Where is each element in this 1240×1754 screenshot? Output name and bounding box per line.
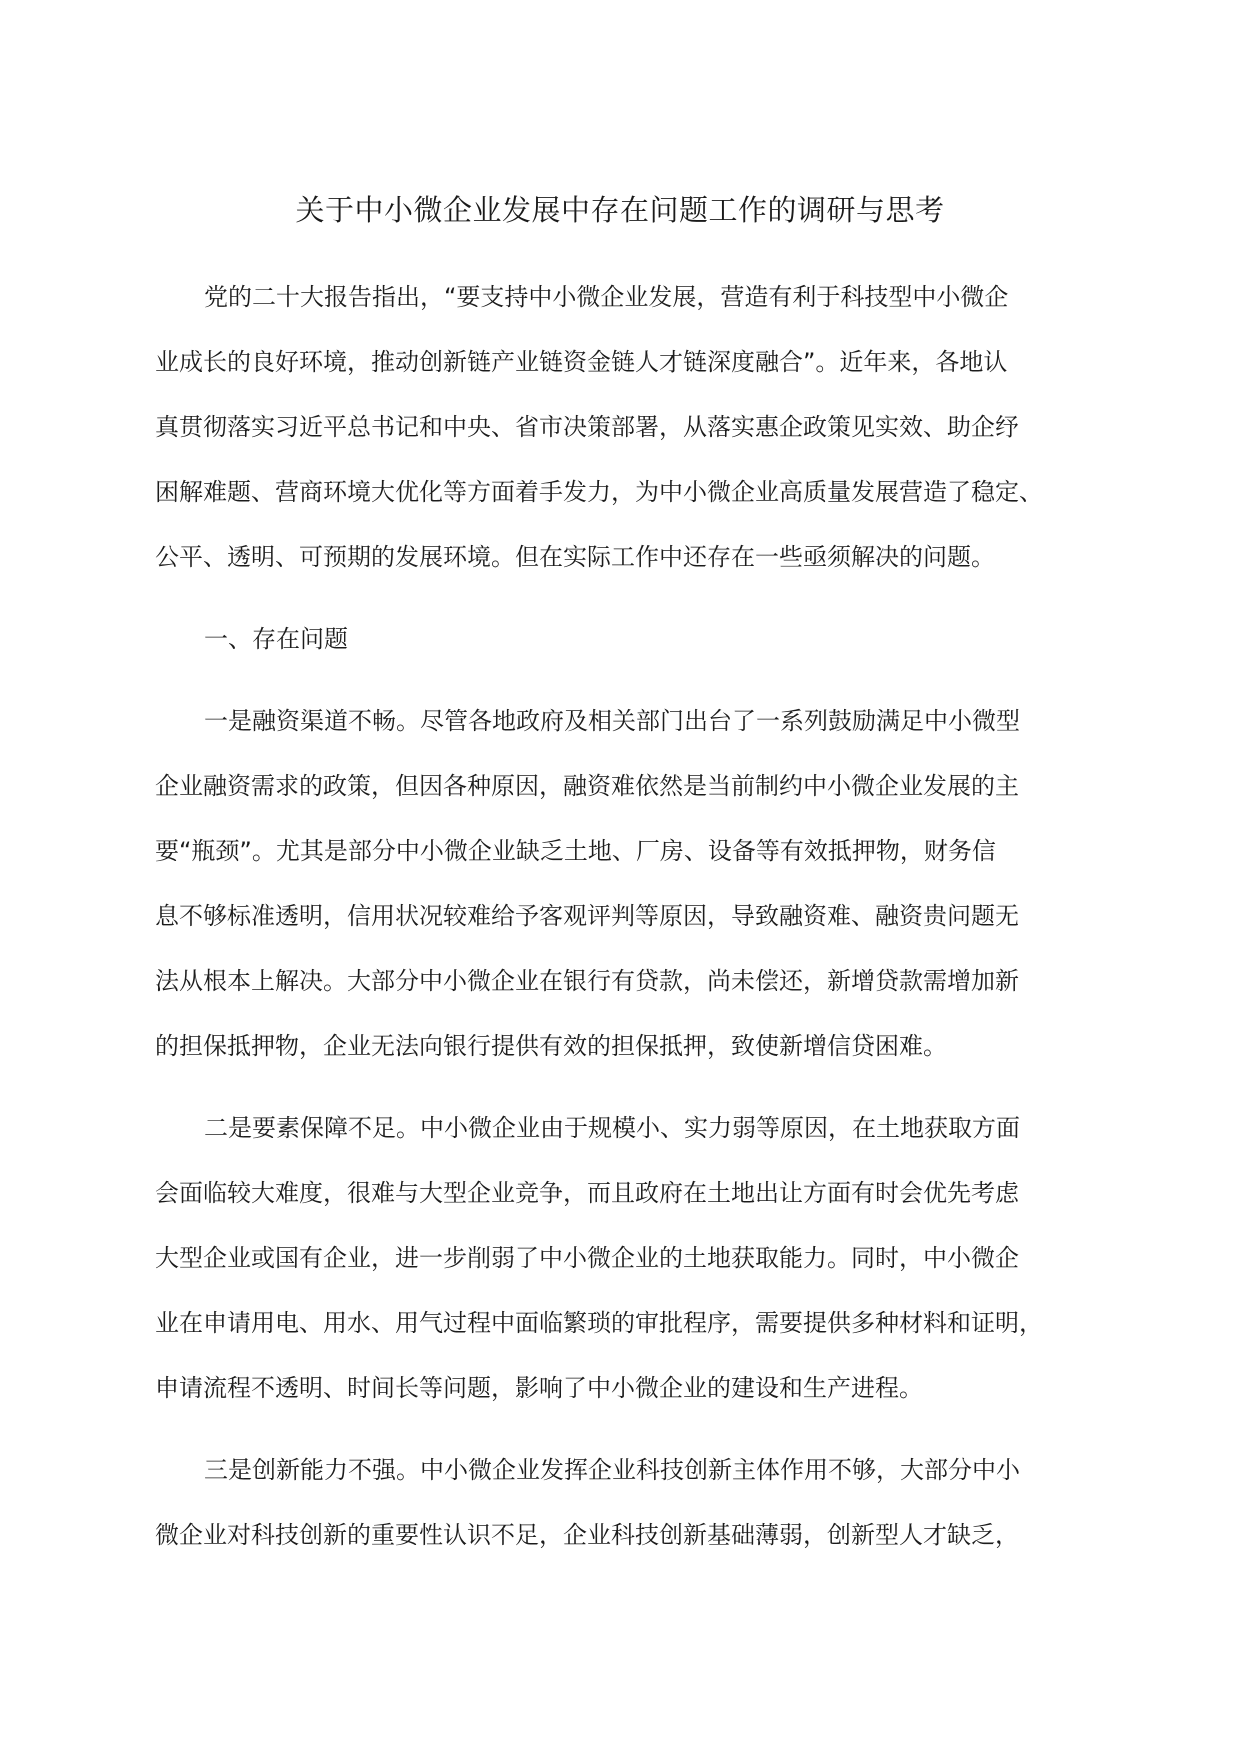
text-line: 法从根本上解决。大部分中小微企业在银行有贷款，尚未偿还，新增贷款需增加新 xyxy=(155,967,1019,995)
text-line: 会面临较大难度，很难与大型企业竞争，而且政府在土地出让方面有时会优先考虑 xyxy=(155,1179,1019,1207)
problem-paragraph-2 xyxy=(155,1096,1085,1421)
text-line: 息不够标准透明，信用状况较难给予客观评判等原因，导致融资难、融资贵问题无 xyxy=(155,902,1019,930)
text-line: 公平、透明、可预期的发展环境。但在实际工作中还存在一些亟须解决的问题。 xyxy=(155,543,995,571)
text-line: 大型企业或国有企业，进一步削弱了中小微企业的土地获取能力。同时，中小微企 xyxy=(155,1244,1019,1272)
text-line: 要“瓶颈”。尤其是部分中小微企业缺乏土地、厂房、设备等有效抵押物，财务信 xyxy=(155,837,996,865)
section-heading: 一、存在问题 xyxy=(204,625,348,653)
text-line: 二是要素保障不足。中小微企业由于规模小、实力弱等原因，在土地获取方面 xyxy=(204,1114,1020,1142)
document-body xyxy=(155,265,1085,1585)
text-line: 一是融资渠道不畅。尽管各地政府及相关部门出台了一系列鼓励满足中小微型 xyxy=(204,707,1020,735)
problem-paragraph-1 xyxy=(155,689,1085,1079)
text-line: 的担保抵押物，企业无法向银行提供有效的担保抵押，致使新增信贷困难。 xyxy=(155,1032,947,1060)
text-line: 企业融资需求的政策，但因各种原因，融资难依然是当前制约中小微企业发展的主 xyxy=(155,772,1019,800)
text-line: 真贯彻落实习近平总书记和中央、省市决策部署，从落实惠企政策见实效、助企纾 xyxy=(155,413,1019,441)
text-line: 微企业对科技创新的重要性认识不足，企业科技创新基础薄弱，创新型人才缺乏， xyxy=(155,1521,1019,1549)
intro-paragraph xyxy=(155,265,1085,590)
text-line: 申请流程不透明、时间长等问题，影响了中小微企业的建设和生产进程。 xyxy=(155,1374,923,1402)
text-line: 党的二十大报告指出，“要支持中小微企业发展，营造有利于科技型中小微企 xyxy=(204,283,1009,311)
text-line: 困解难题、营商环境大优化等方面着手发力，为中小微企业高质量发展营造了稳定、 xyxy=(155,478,1043,506)
text-line: 三是创新能力不强。中小微企业发挥企业科技创新主体作用不够，大部分中小 xyxy=(204,1456,1020,1484)
document-title: 关于中小微企业发展中存在问题工作的调研与思考 xyxy=(295,193,945,227)
text-line: 业成长的良好环境，推动创新链产业链资金链人才链深度融合”。近年来，各地认 xyxy=(155,348,1008,376)
problem-paragraph-3 xyxy=(155,1438,1085,1568)
text-line: 业在申请用电、用水、用气过程中面临繁琐的审批程序，需要提供多种材料和证明， xyxy=(155,1309,1043,1337)
